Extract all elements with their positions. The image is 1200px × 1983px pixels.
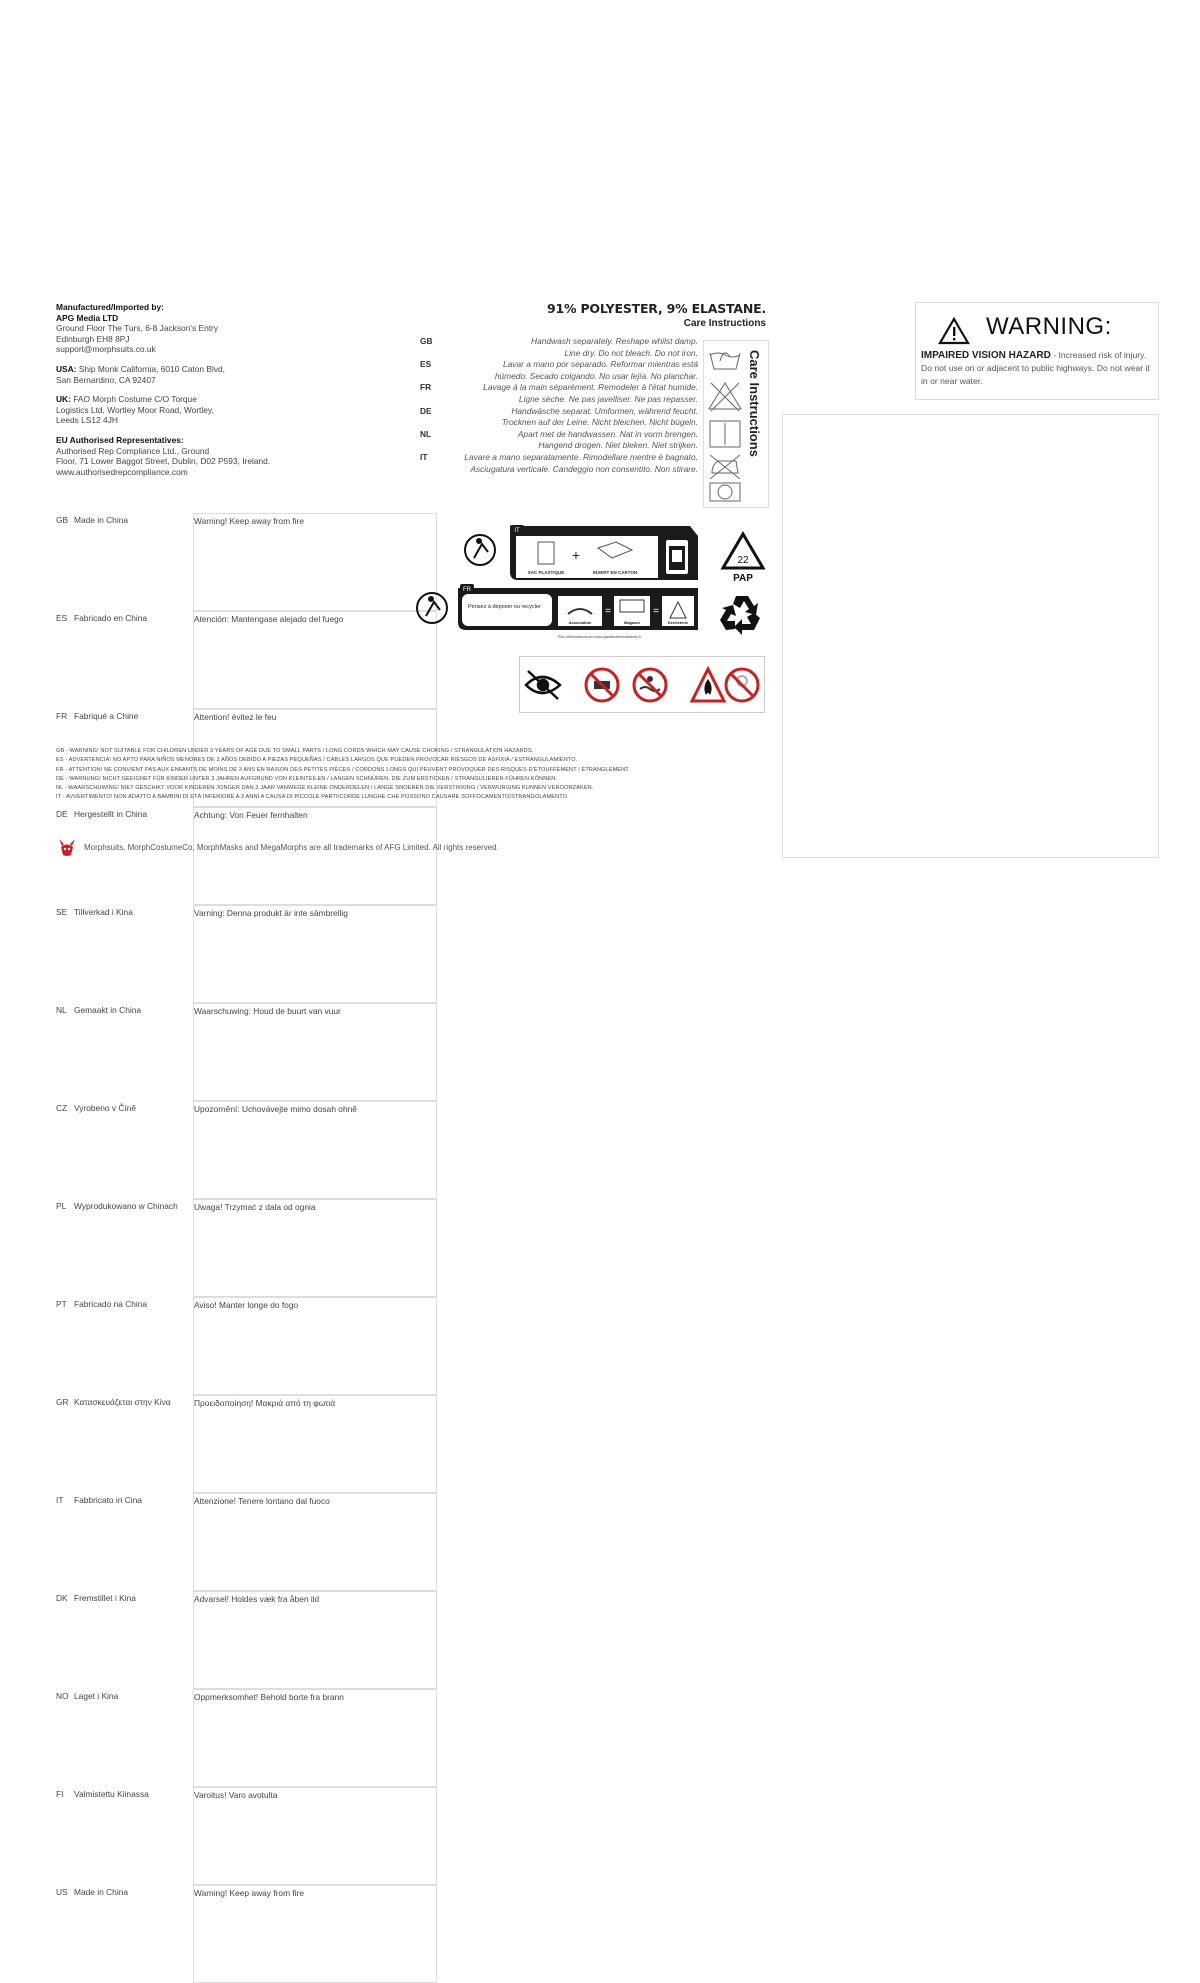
origin-table [56,513,476,1983]
sac-plastique-label: SAC PLASTIQUE [527,570,565,575]
care-row [420,440,698,452]
trademark-text: Morphsuits, MorphCostumeCo, MorphMasks and MegaMorphs are all trademarks of AFG Limited. All rights reserved. [84,842,499,852]
recycling-bin-icon [666,540,688,574]
origin-country-code: GB [56,515,69,525]
tidyman-icon [465,535,495,565]
care-text: Line dry. Do not bleach. Do not iron. [564,347,698,358]
origin-fire-warning: Varning: Denna produkt är inte sämbrellig [193,905,437,1003]
origin-made-in: Fremstillet i Kina [74,1593,136,1603]
origin-made-in: Made in China [74,1887,129,1897]
care-text: Hangend drogen. Niet bleken. Niet strijken. [538,440,698,451]
origin-row [56,1493,476,1591]
origin-fire-warning: Achtung: Von Feuer fernhalten [193,807,437,905]
tidyman-fr-icon [417,593,447,623]
line-dry-icon [710,421,740,447]
do-not-bleach-icon [709,383,741,411]
origin-fire-warning: Oppmerksomhet! Behold borte fra brann [193,1689,437,1787]
care-language-code [420,371,450,383]
care-text: Ligne sèche. Ne pas javelliser. Ne pas repasser. [518,393,698,404]
origin-made-in: Gemaakt in China [74,1005,142,1015]
uk-label: UK: [56,394,71,405]
manufacturer-company: APG Media LTD [56,312,119,323]
eu-line-1: Authorised Rep Compliance Ltd., Ground [56,445,210,456]
hazard-line: IT - AVVERTIMENTO! NON ADATTO A BAMBINI DI ETÀ INFERIORE A 3 ANNI A CAUSA DI PICCOLE PARTI/CORDE LUNGHE CHE POSSONO CAUSARE SOFFOCAMENTO/STRANGOLAMENTO. [56,794,569,801]
origin-made-in: Made in China [74,515,129,525]
it-badge: IT [514,528,520,534]
care-text: Apart met de handwassen. Nat in vorm brengen. [517,428,698,439]
pensez-text: Pensez à déposer ou recycler [468,604,541,610]
origin-row [56,1297,476,1395]
care-instructions [420,336,698,475]
care-row [420,406,698,418]
care-row [420,452,698,464]
origin-country-code: US [56,1887,68,1897]
origin-fire-warning: Varoitus! Varo avotulta [193,1787,437,1885]
care-text: Lavage à la main séparément. Remodeler à l'état humide. [483,382,698,393]
pap-number: 22 [737,555,749,566]
origin-made-in: Vyrobeno v Číně [74,1103,137,1113]
origin-row [56,905,476,1003]
origin-country-code: PT [56,1299,67,1309]
origin-made-in: Tillverkad i Kina [74,907,133,917]
care-row [420,348,698,360]
origin-made-in: Fabriqué a Chine [74,711,139,721]
care-text: Asciugatura verticale. Candeggio non consentito. Non stirare. [470,463,698,474]
plus-sign: + [571,547,581,563]
origin-made-in: Wyprodukowano w Chinach [74,1201,178,1211]
morph-logo-icon [56,836,78,858]
warning-body [921,349,1157,387]
care-text: Trocknen auf der Leine. Nicht bleichen. Nicht bügeln. [501,417,698,428]
flammable-icon [692,669,724,701]
care-language-code: ES [420,359,432,370]
eu-heading: EU Authorised Representatives: [56,434,184,445]
care-heading: Care Instructions [683,318,766,329]
origin-made-in: Hergestellt in China [74,809,148,819]
origin-fire-warning: Upozornění: Uchovávejte mimo dosah ohně [193,1101,437,1199]
care-language-code: NL [420,428,432,439]
equals-2: = [653,606,659,617]
origin-country-code: IT [56,1495,64,1505]
dechetterie-label: Déchèterie [667,620,689,625]
origin-row [56,1787,476,1885]
no-small-children-icon [726,669,758,701]
care-row [420,464,698,476]
manufacturer-address-2: Edinburgh EH8 8PJ [56,333,130,344]
pap-label: PAP [733,573,753,584]
origin-fire-warning: Attenzione! Tenere lontano dal fuoco [193,1493,437,1591]
origin-fire-warning: Atención: Mantengase alejado del fuego [193,611,437,709]
care-row [420,417,698,429]
origin-fire-warning: Advarsel! Holdes væk fra åben ild [193,1591,437,1689]
care-vertical-text: Care Instructions [747,350,762,457]
origin-country-code: DK [56,1593,68,1603]
origin-country-code: SE [56,907,68,917]
pap-recycling-icon [718,530,768,586]
manufacturer-heading: Manufactured/Imported by: [56,302,164,312]
care-row [420,371,698,383]
care-text: húmedo. Secado colgando. No usar lejía. No planchar. [494,370,698,381]
origin-made-in: Κατασκευάζεται στην Κίνα [74,1397,171,1407]
care-language-code [420,394,450,406]
do-not-iron-icon [710,455,740,479]
do-not-tumble-dry-icon [710,483,740,501]
care-row [420,382,698,394]
no-road-icon [586,669,618,701]
origin-made-in: Fabricado na China [74,1299,148,1309]
care-row [420,336,698,348]
origin-made-in: Fabbricato in Cina [74,1495,142,1505]
hazard-line: NL - WAARSCHUWING! NIET GESCHIKT VOOR KINDEREN JONGER DAN 3 JAAR VANWEGE KLEINE ONDERDELEN / LANGE SNOEREN DIE VERSTIKKING / VERWURGING KUNNEN VEROORZAKEN. [56,785,594,792]
recycling-it-panel [460,522,710,584]
mobius-recycle-icon [718,590,768,638]
care-text: Lavar a mano por separado. Reformar mientras está [502,359,698,370]
warning-triangle-icon [938,317,970,345]
origin-row [56,1199,476,1297]
blank-panel [782,414,1159,858]
origin-fire-warning: Uwaga! Trzymać z dala od ognia [193,1199,437,1297]
origin-country-code: FI [56,1789,64,1799]
recycling-fr-panel [408,584,708,644]
origin-country-code: NL [56,1005,67,1015]
origin-made-in: Fabricado en China [74,613,148,623]
usa-line-2: San Bernardino, CA 92407 [56,374,156,385]
origin-made-in: Valmistettu Kiinassa [74,1789,149,1799]
trademark-line [56,836,616,858]
origin-fire-warning: Aviso! Manter longe do fogo [193,1297,437,1395]
manufacturer-address-1: Ground Floor The Turs, 6-8 Jackson's Entry [56,323,219,334]
origin-fire-warning: Warning! Keep away from fire [193,513,437,611]
origin-country-code: DE [56,809,68,819]
origin-country-code: ES [56,613,68,623]
fr-badge: FR [463,587,471,593]
origin-country-code: PL [56,1201,67,1211]
origin-fire-warning: Προειδοποίηση! Μακριά από τη φωτιά [193,1395,437,1493]
hazard-line: GB - WARNING! NOT SUITABLE FOR CHILDREN UNDER 3 YEARS OF AGE DUE TO SMALL PARTS / LONG CORDS WHICH MAY CAUSE CHOKING / STRANGULATION HAZARDS. [56,748,534,754]
origin-row [56,1101,476,1199]
carton-label: INSERT EN CARTON [592,570,638,575]
origin-country-code: NO [56,1691,69,1701]
hazard-line: ES - ADVERTENCIA! NO APTO PARA NIÑOS MENORES DE 3 AÑOS DEBIDO A PIEZAS PEQUEÑAS / CABLES LARGOS QUE PUEDEN PROVOCAR RIESGOS DE ASFIXIA / ESTRANGULAMIENTO. [56,757,578,764]
origin-made-in: Laget i Kina [74,1691,119,1701]
manufacturer-block [56,302,456,477]
eu-line-2: Floor, 71 Lower Baggot Street, Dublin, D02 P593, Ireland. [56,456,271,467]
care-language-code [420,348,450,360]
uk-line-3: Leeds LS12 4JH [56,415,118,426]
care-language-code [420,464,450,476]
association-label: Association [568,620,592,625]
safety-symbols-box [519,656,765,713]
origin-fire-warning: Warning! Keep away from fire [193,1885,437,1983]
impaired-vision-eye-icon [526,671,560,699]
warning-title: WARNING: [986,313,1112,340]
choking-hazard-warnings [56,747,756,803]
usa-line-1: Ship Monk California, 6010 Caton Blvd, [78,363,225,374]
care-language-code: FR [420,382,432,393]
warning-box [915,302,1159,400]
hazard-line: FR - ATTENTION! NE CONVIENT PAS AUX ENFANTS DE MOINS DE 3 ANS EN RAISON DES PETITES PIÈCES / CORDONS LONGS QUI PEUVENT PROVOQUER DES RISQUES D'ÉTOUFFEMENT / ÉTRANGLEMENT. [56,766,630,773]
care-language-code: DE [420,405,432,416]
uk-line-1: FAO Morph Costume C/O Torque [73,394,197,405]
care-row [420,429,698,441]
equals-1: = [605,606,611,617]
origin-row [56,1885,476,1983]
origin-country-code: GR [56,1397,69,1407]
care-text: Handwash separately. Reshape whilst damp. [531,336,698,346]
care-language-code: GB [420,336,433,346]
origin-country-code: CZ [56,1103,68,1113]
origin-fire-warning: Waarschuwing: Houd de buurt van vuur [193,1003,437,1101]
hazard-line: DE - WARNUNG! NICHT GEEIGNET FÜR KINDER UNTER 3 JAHREN AUFGRUND VON KLEINTEILEN / LANGEN SCHNÜREN, DIE ZUM ERSTICKEN / STRANGULIEREN FÜHREN KÖNNEN. [56,775,557,782]
care-language-code [420,440,450,452]
care-language-code: IT [420,451,428,462]
warning-text: - Increased risk of injury. Do not use on or adjacent to public highways. Do not wear it in or near water. [921,350,1150,386]
origin-row [56,1591,476,1689]
care-row [420,394,698,406]
origin-row [56,1395,476,1493]
origin-row [56,1003,476,1101]
care-language-code [420,417,450,429]
origin-country-code: FR [56,711,68,721]
usa-label: USA: [56,363,77,374]
eu-website: www.authorisedrepcompliance.com [56,466,188,477]
fabric-composition: 91% POLYESTER, 9% ELASTANE. [546,301,766,316]
care-row [420,359,698,371]
care-text: Handwäsche separat. Umformen, während feucht. [511,405,698,416]
care-text: Lavare a mano separatamente. Rimodellare mentre è bagnato. [464,451,698,462]
impaired-vision-hazard: IMPAIRED VISION HAZARD [921,350,1051,361]
magasin-label: Magasin [623,620,641,625]
handwash-icon [710,353,740,369]
origin-fire-warning: Attention! évitez le feu [193,709,437,807]
care-instructions-vertical-label [744,350,764,500]
uk-line-2: Logistics Ltd, Wortley Moor Road, Wortley, [56,404,214,415]
manufacturer-email: support@morphsuits.co.uk [56,344,156,355]
recycling-small-url: Plus d'informations sur www.quefairedemesdechets.fr [558,635,642,639]
no-water-icon [634,669,666,701]
origin-row [56,1689,476,1787]
